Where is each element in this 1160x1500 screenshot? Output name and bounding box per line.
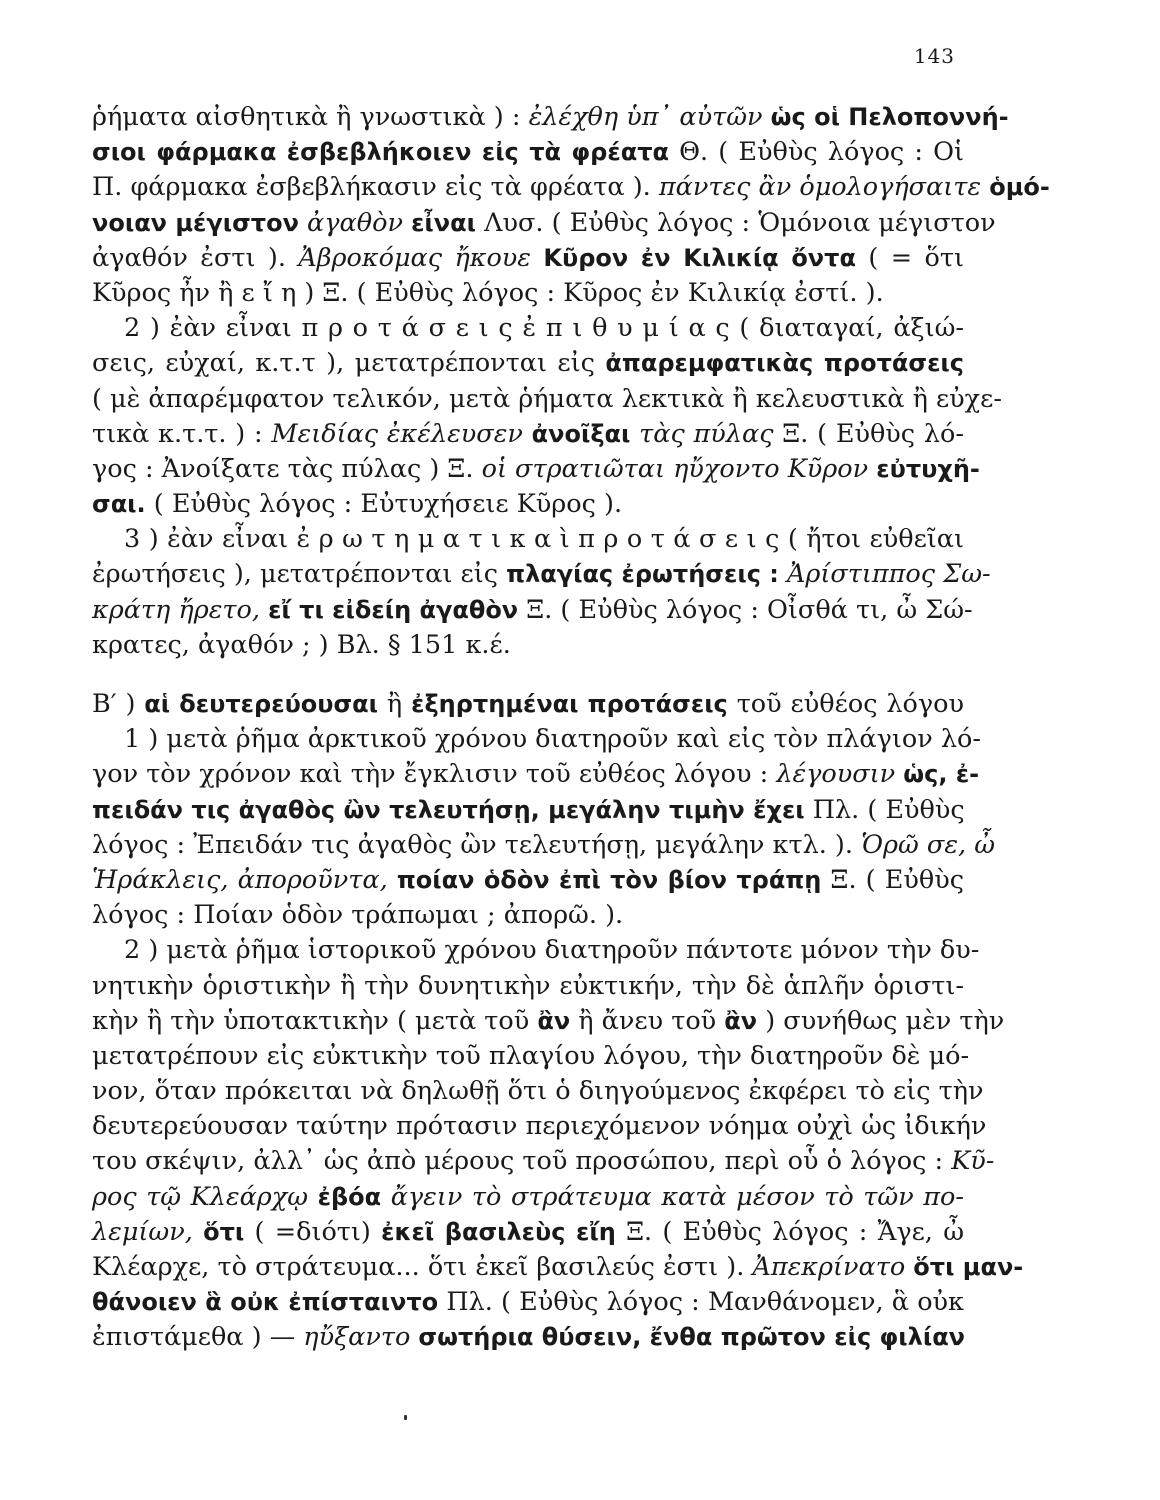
bold-text: ἂν xyxy=(537,1006,571,1035)
bold-text: ἀπαρεμφατικὰς προτάσεις xyxy=(605,349,964,378)
text-segment: Θ. ( Εὐθὺς λόγος : Οἱ xyxy=(669,137,964,168)
italic-text: ἐλέχθη ὑπ᾽ αὐτῶν xyxy=(528,102,771,132)
bold-text: θάνοιεν ἃ οὐκ ἐπίσταιντο xyxy=(92,1288,439,1317)
text-segment: γον τὸν χρόνον καὶ τὴν ἔγκλισιν τοῦ εὐθέος λόγου : xyxy=(92,759,777,790)
text-line xyxy=(92,863,964,898)
text-line xyxy=(92,135,964,170)
text-line xyxy=(92,206,996,241)
text-segment: τικὰ κ.τ.τ. ) : xyxy=(92,418,272,449)
text-segment: Ξ. ( Εὐθὺς xyxy=(821,864,964,895)
text-line xyxy=(92,170,1050,205)
text-segment: κρατες, ἀγαθόν ; ) Βλ. § 151 κ.έ. xyxy=(92,629,511,660)
text-segment: ἢ ἄνευ τοῦ xyxy=(570,1005,725,1036)
bold-text: ὅτι xyxy=(203,1217,245,1246)
text-segment: Ξ. ( Εὐθὺς λόγος : Ἄγε, ὦ xyxy=(615,1216,964,1247)
text-line xyxy=(92,276,964,311)
text-segment: 2 ) μετὰ ῥῆμα ἱστορικοῦ χρόνου διατηροῦν πάντοτε μόνον τὴν δυ- xyxy=(124,935,980,966)
italic-text: ἄγειν τὸ στράτευμα κατὰ μέσον τὸ τῶν πο- xyxy=(381,1181,964,1212)
text-segment: Π. φάρμακα ἐσβεβλήκασιν εἰς τὰ φρέατα ). xyxy=(92,172,659,203)
text-segment: του σκέψιν, ἀλλ᾽ ὡς ἀπὸ μέρους τοῦ προσώπου, περὶ οὗ ὁ λόγος : xyxy=(92,1146,952,1177)
bold-text: πλαγίας ἐρωτήσεις : xyxy=(506,560,779,589)
italic-text: Κῦ- xyxy=(951,1146,995,1177)
bold-text: ἐβόα xyxy=(317,1182,382,1211)
italic-text: ρος τῷ Κλεάρχῳ xyxy=(92,1181,318,1212)
text-line xyxy=(92,722,981,757)
italic-text: Ἡράκλεις, ἀποροῦντα, xyxy=(92,864,397,895)
text-segment: Πλ. ( Εὐθὺς λόγος : Μανθάνομεν, ἃ οὐκ xyxy=(438,1287,964,1318)
text-line xyxy=(92,1250,1024,1285)
text-segment: ( μὲ ἀπαρέμφατον τελικόν, μετὰ ῥήματα λεκτικὰ ἢ κελευστικὰ ἢ εὐχε- xyxy=(92,383,1002,414)
bold-text: ἐξηρτημέναι προτάσεις xyxy=(411,690,728,718)
text-segment: Πλ. ( Εὐθὺς xyxy=(804,794,965,825)
text-segment: σεις, εὐχαί, κ.τ.τ ), μετατρέπονται εἰς xyxy=(92,348,606,379)
bold-text: ἂν xyxy=(724,1006,758,1035)
ink-speck xyxy=(404,1415,407,1420)
section-gap xyxy=(92,663,964,687)
text-line xyxy=(92,757,980,792)
text-segment: δευτερεύουσαν ταύτην πρότασιν περιεχόμενον νόημα οὐχὶ ὡς ἰδικήν xyxy=(92,1111,987,1142)
italic-text: πάντες ἂν ὁμολογήσαιτε xyxy=(658,172,990,203)
text-segment: κὴν ἢ τὴν ὑποτακτικὴν ( μετὰ τοῦ xyxy=(92,1005,538,1036)
text-segment: μετατρέπουν εἰς εὐκτικὴν τοῦ πλαγίου λόγου, τὴν διατηροῦν δὲ μό- xyxy=(92,1040,970,1071)
text-segment: τοῦ εὐθέος λόγου xyxy=(727,689,964,719)
text-line xyxy=(92,346,964,381)
italic-text: Ἀπεκρίνατο xyxy=(752,1252,914,1282)
bold-text: ἐκεῖ βασιλεὺς εἴη xyxy=(381,1217,616,1246)
text-line xyxy=(92,969,964,1004)
text-segment: ( =διότι) xyxy=(244,1216,382,1247)
bold-text: νοιαν μέγιστον xyxy=(92,208,299,237)
text-segment: γος : Ἀνοίξατε τὰς πύλας ) Ξ. xyxy=(92,453,482,484)
bold-text: εὐτυχῆ- xyxy=(876,454,980,483)
text-line xyxy=(92,1320,964,1355)
text-line xyxy=(92,793,964,828)
italic-text: Ἀβροκόμας ἤκουε xyxy=(298,242,544,273)
page-number: 143 xyxy=(913,44,955,68)
text-line xyxy=(92,382,1002,417)
bold-text: σιοι φάρμακα ἐσβεβλήκοιεν εἰς τὰ φρέατα xyxy=(92,138,669,167)
text-line xyxy=(92,1215,964,1250)
bold-text: πειδάν τις ἀγαθὸς ὢν τελευτήσῃ, μεγάλην τιμὴν ἔχει xyxy=(92,795,805,824)
text-line xyxy=(92,1004,1005,1039)
text-segment: ἢ xyxy=(378,689,412,719)
body-text xyxy=(92,100,1050,1356)
text-segment: Ξ. ( Εὐθὺς λόγος : Οἶσθά τι, ὦ Σώ- xyxy=(518,594,973,625)
italic-text: οἱ στρατιῶται ηὔχοντο Κῦρον xyxy=(481,453,877,484)
text-line xyxy=(92,100,1009,135)
text-segment: 2 ) ἐὰν εἶναι π ρ ο τ ά σ ε ι ς ἐ π ι θ υ μ ί α ς ( διαταγαί, ἀξιώ- xyxy=(124,313,964,344)
text-line xyxy=(92,487,964,522)
text-line xyxy=(92,1180,964,1215)
text-segment: ἀγαθόν ἐστι ). xyxy=(92,242,299,273)
text-segment: Κλέαρχε, τὸ στράτευμα... ὅτι ἐκεῖ βασιλεύς ἐστι ). xyxy=(92,1252,753,1282)
text-segment: ) συνήθως μὲν τὴν xyxy=(757,1005,1005,1036)
italic-text: λεμίων, xyxy=(92,1216,204,1247)
text-line xyxy=(92,1144,995,1179)
text-segment: λόγος : Ποίαν ὁδὸν τράπωμαι ; ἀπορῶ. ). xyxy=(92,900,624,931)
text-segment: Ξ. ( Εὐθὺς λό- xyxy=(782,418,964,449)
text-line xyxy=(92,628,964,663)
italic-text: κράτη ἤρετο, xyxy=(92,594,269,625)
text-line xyxy=(92,593,973,628)
text-segment: ῥήματα αἰσθητικὰ ἢ γνωστικὰ ) : xyxy=(92,102,529,132)
text-segment: ἐπιστάμεθα ) — xyxy=(92,1322,304,1353)
bold-text: ποίαν ὁδὸν ἐπὶ τὸν βίον τράπῃ xyxy=(396,865,822,894)
text-line xyxy=(92,417,964,452)
bold-text: ἀνοῖξαι xyxy=(531,419,631,448)
italic-text: Ὁρῶ σε, ὦ xyxy=(861,829,996,860)
text-segment: ( = ὅτι xyxy=(855,242,964,273)
bold-text: ὡς, ἐ- xyxy=(903,760,980,789)
text-line xyxy=(92,1074,984,1109)
text-segment: Β′ ) xyxy=(92,689,145,719)
text-line xyxy=(92,687,964,722)
text-segment: ( Εὐθὺς λόγος : Εὐτυχήσειε Κῦρος ). xyxy=(145,489,623,520)
text-line xyxy=(92,898,964,933)
italic-text: λέγουσιν xyxy=(776,759,904,790)
text-line xyxy=(92,1285,964,1320)
text-line xyxy=(92,1039,970,1074)
text-line xyxy=(92,933,980,968)
bold-text: Κῦρον ἐν Κιλικίᾳ ὄντα xyxy=(543,243,856,272)
text-segment: 1 ) μετὰ ῥῆμα ἀρκτικοῦ χρόνου διατηροῦν καὶ εἰς τὸν πλάγιον λό- xyxy=(124,724,981,755)
text-segment: νον, ὅταν πρόκειται νὰ δηλωθῇ ὅτι ὁ διηγούμενος ἐκφέρει τὸ εἰς τὴν xyxy=(92,1076,984,1107)
text-line xyxy=(92,522,964,557)
text-line xyxy=(92,452,980,487)
text-line xyxy=(92,557,991,592)
text-segment: νητικὴν ὁριστικὴν ἢ τὴν δυνητικὴν εὐκτικήν, τὴν δὲ ἁπλῆν ὁριστι- xyxy=(92,970,964,1001)
text-segment: 3 ) ἐὰν εἶναι ἐ ρ ω τ η μ α τ ι κ α ὶ π ρ ο τ ά σ ε ι ς ( ἤτοι εὐθεῖαι xyxy=(124,524,964,555)
italic-text: Ἀρίστιππος Σω- xyxy=(778,559,991,590)
text-line xyxy=(92,1109,987,1144)
bold-text: ὡς οἱ Πελοποννή- xyxy=(770,103,1009,131)
bold-text: ὁμό- xyxy=(989,173,1050,202)
text-segment: Λυσ. ( Εὐθὺς λόγος : Ὁμόνοια μέγιστον xyxy=(475,207,996,238)
bold-text: εἶναι xyxy=(411,208,476,237)
text-segment: Κῦρος ἦν ἢ ε ἴ η ) Ξ. ( Εὐθὺς λόγος : Κῦρος ἐν Κιλικίᾳ ἐστί. ). xyxy=(92,277,884,308)
italic-text: ἀγαθὸν xyxy=(298,207,412,238)
bold-text: ὅτι μαν- xyxy=(913,1253,1024,1281)
text-segment: ἐρωτήσεις ), μετατρέπονται εἰς xyxy=(92,559,507,590)
italic-text: τὰς πύλας xyxy=(630,418,783,449)
bold-text: αἱ δευτερεύουσαι xyxy=(144,690,378,718)
text-line xyxy=(92,241,964,276)
italic-text: Μειδίας ἐκέλευσεν xyxy=(271,418,532,449)
text-line xyxy=(92,311,964,346)
text-line xyxy=(92,828,996,863)
text-segment: λόγος : Ἐπειδάν τις ἀγαθὸς ὢν τελευτήσῃ, μεγάλην κτλ. ). xyxy=(92,829,862,860)
bold-text: σαι. xyxy=(92,490,146,519)
bold-text: εἴ τι εἰδείη ἀγαθὸν xyxy=(268,595,519,624)
bold-text: σωτήρια θύσειν, ἔνθα πρῶτον εἰς φιλίαν xyxy=(418,1323,966,1352)
italic-text: ηὔξαντο xyxy=(303,1322,419,1353)
